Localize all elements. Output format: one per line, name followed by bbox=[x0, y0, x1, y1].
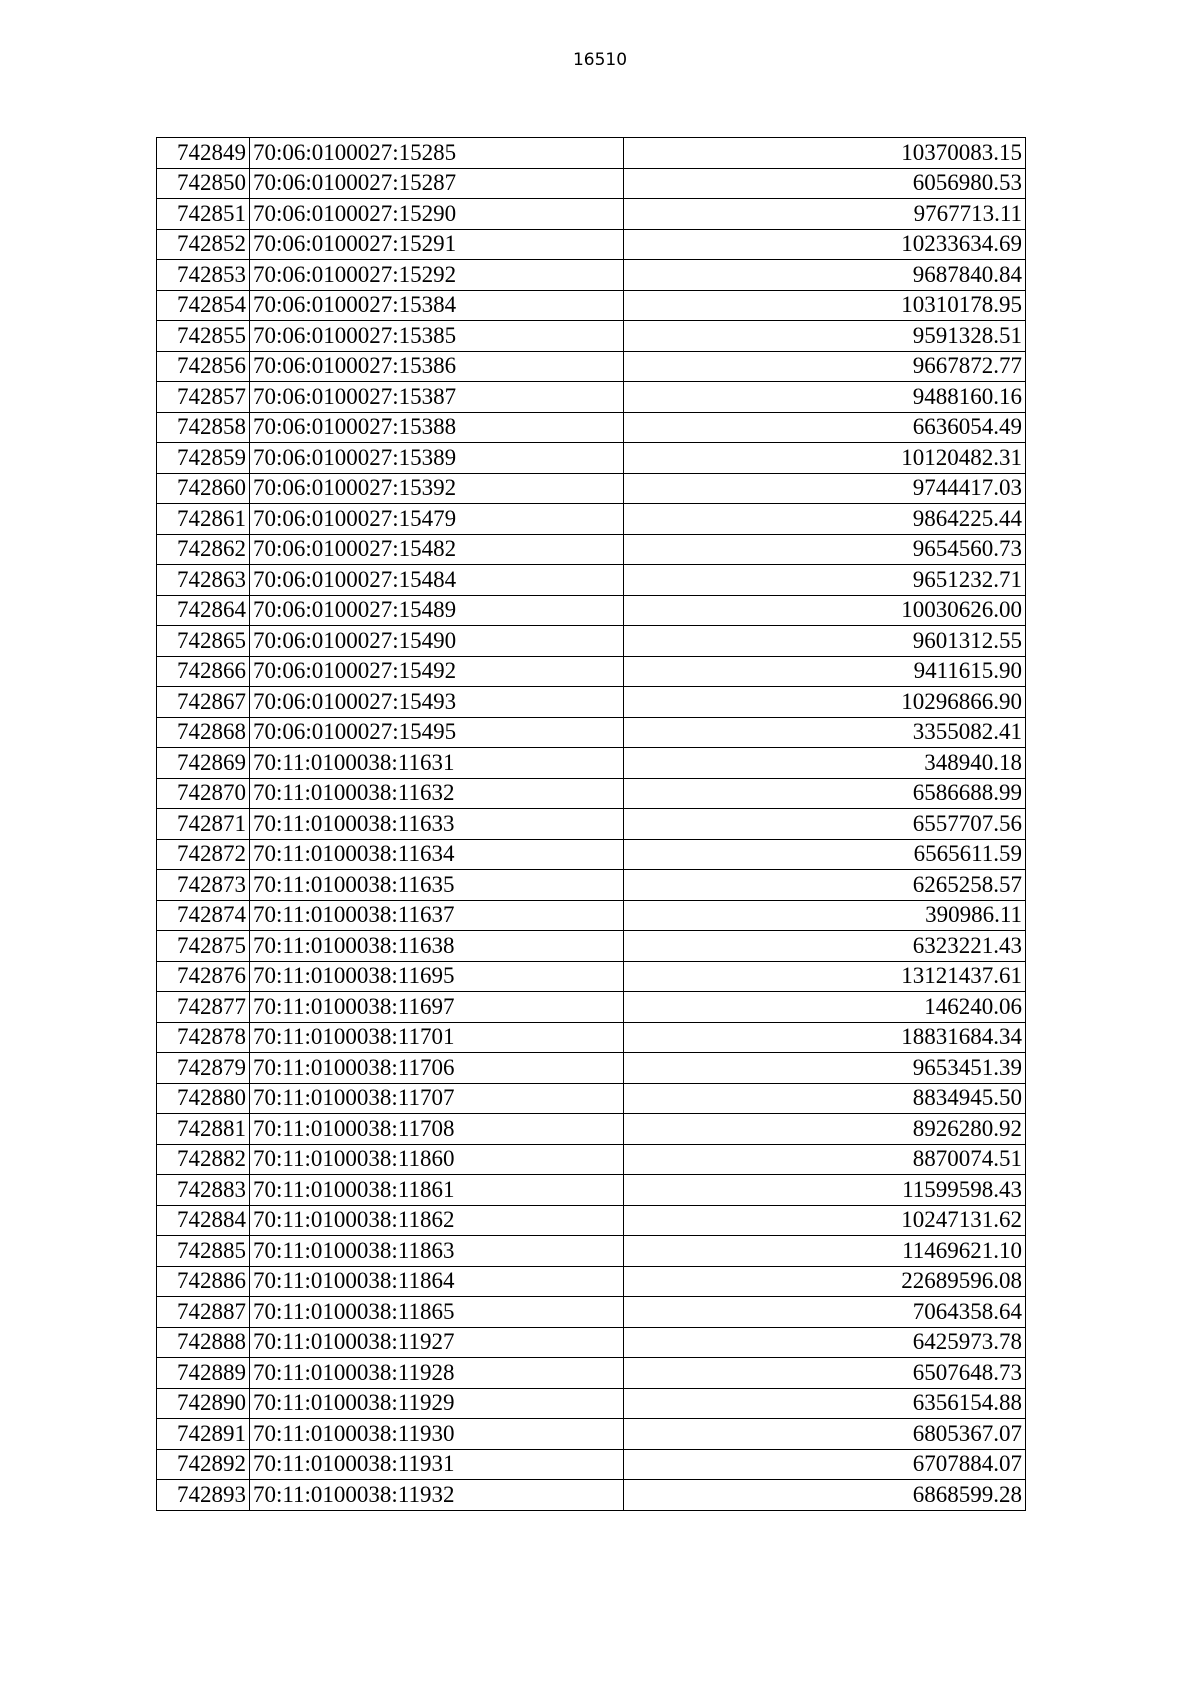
cadastral-number-cell: 70:06:0100027:15384 bbox=[250, 290, 624, 321]
row-number-cell: 742872 bbox=[157, 839, 250, 870]
table-row bbox=[157, 900, 1026, 931]
row-number-cell: 742883 bbox=[157, 1175, 250, 1206]
value-cell: 348940.18 bbox=[624, 748, 1026, 779]
row-number-cell: 742861 bbox=[157, 504, 250, 535]
table-row bbox=[157, 290, 1026, 321]
cadastral-number-cell: 70:11:0100038:11697 bbox=[250, 992, 624, 1023]
row-number-cell: 742867 bbox=[157, 687, 250, 718]
row-number-cell: 742853 bbox=[157, 260, 250, 291]
row-number-cell: 742864 bbox=[157, 595, 250, 626]
row-number-cell: 742871 bbox=[157, 809, 250, 840]
row-number-cell: 742887 bbox=[157, 1297, 250, 1328]
table-row bbox=[157, 809, 1026, 840]
value-cell: 9687840.84 bbox=[624, 260, 1026, 291]
table-row bbox=[157, 229, 1026, 260]
table-row bbox=[157, 1022, 1026, 1053]
value-cell: 6707884.07 bbox=[624, 1449, 1026, 1480]
table-row bbox=[157, 1053, 1026, 1084]
table-row bbox=[157, 504, 1026, 535]
value-cell: 11599598.43 bbox=[624, 1175, 1026, 1206]
cadastral-number-cell: 70:11:0100038:11928 bbox=[250, 1358, 624, 1389]
table-row bbox=[157, 321, 1026, 352]
row-number-cell: 742885 bbox=[157, 1236, 250, 1267]
row-number-cell: 742892 bbox=[157, 1449, 250, 1480]
value-cell: 6507648.73 bbox=[624, 1358, 1026, 1389]
value-cell: 10233634.69 bbox=[624, 229, 1026, 260]
cadastral-number-cell: 70:06:0100027:15495 bbox=[250, 717, 624, 748]
row-number-cell: 742858 bbox=[157, 412, 250, 443]
cadastral-number-cell: 70:11:0100038:11863 bbox=[250, 1236, 624, 1267]
cadastral-number-cell: 70:11:0100038:11860 bbox=[250, 1144, 624, 1175]
cadastral-number-cell: 70:06:0100027:15490 bbox=[250, 626, 624, 657]
row-number-cell: 742890 bbox=[157, 1388, 250, 1419]
value-cell: 10296866.90 bbox=[624, 687, 1026, 718]
table-row bbox=[157, 1266, 1026, 1297]
value-cell: 9744417.03 bbox=[624, 473, 1026, 504]
row-number-cell: 742855 bbox=[157, 321, 250, 352]
value-cell: 6323221.43 bbox=[624, 931, 1026, 962]
table-row bbox=[157, 382, 1026, 413]
cadastral-number-cell: 70:11:0100038:11634 bbox=[250, 839, 624, 870]
table-row bbox=[157, 1144, 1026, 1175]
cadastral-number-cell: 70:11:0100038:11865 bbox=[250, 1297, 624, 1328]
table-row bbox=[157, 1297, 1026, 1328]
cadastral-number-cell: 70:11:0100038:11706 bbox=[250, 1053, 624, 1084]
value-cell: 8926280.92 bbox=[624, 1114, 1026, 1145]
cadastral-number-cell: 70:11:0100038:11695 bbox=[250, 961, 624, 992]
row-number-cell: 742877 bbox=[157, 992, 250, 1023]
value-cell: 10370083.15 bbox=[624, 138, 1026, 169]
value-cell: 6636054.49 bbox=[624, 412, 1026, 443]
value-cell: 9767713.11 bbox=[624, 199, 1026, 230]
table-row bbox=[157, 168, 1026, 199]
table-row bbox=[157, 199, 1026, 230]
row-number-cell: 742881 bbox=[157, 1114, 250, 1145]
cadastral-number-cell: 70:11:0100038:11862 bbox=[250, 1205, 624, 1236]
table-row bbox=[157, 1114, 1026, 1145]
data-table bbox=[156, 137, 1026, 1511]
value-cell: 6356154.88 bbox=[624, 1388, 1026, 1419]
table-row bbox=[157, 931, 1026, 962]
row-number-cell: 742851 bbox=[157, 199, 250, 230]
cadastral-number-cell: 70:11:0100038:11927 bbox=[250, 1327, 624, 1358]
value-cell: 9411615.90 bbox=[624, 656, 1026, 687]
row-number-cell: 742862 bbox=[157, 534, 250, 565]
value-cell: 8834945.50 bbox=[624, 1083, 1026, 1114]
cadastral-number-cell: 70:06:0100027:15285 bbox=[250, 138, 624, 169]
value-cell: 9488160.16 bbox=[624, 382, 1026, 413]
cadastral-number-cell: 70:06:0100027:15392 bbox=[250, 473, 624, 504]
cadastral-number-cell: 70:11:0100038:11638 bbox=[250, 931, 624, 962]
table-row bbox=[157, 595, 1026, 626]
table-row bbox=[157, 1419, 1026, 1450]
cadastral-number-cell: 70:06:0100027:15484 bbox=[250, 565, 624, 596]
table-row bbox=[157, 717, 1026, 748]
row-number-cell: 742882 bbox=[157, 1144, 250, 1175]
row-number-cell: 742878 bbox=[157, 1022, 250, 1053]
value-cell: 9651232.71 bbox=[624, 565, 1026, 596]
cadastral-number-cell: 70:11:0100038:11932 bbox=[250, 1480, 624, 1511]
row-number-cell: 742875 bbox=[157, 931, 250, 962]
value-cell: 8870074.51 bbox=[624, 1144, 1026, 1175]
cadastral-number-cell: 70:11:0100038:11929 bbox=[250, 1388, 624, 1419]
table-row bbox=[157, 656, 1026, 687]
row-number-cell: 742893 bbox=[157, 1480, 250, 1511]
cadastral-number-cell: 70:06:0100027:15385 bbox=[250, 321, 624, 352]
table-row bbox=[157, 351, 1026, 382]
value-cell: 22689596.08 bbox=[624, 1266, 1026, 1297]
value-cell: 18831684.34 bbox=[624, 1022, 1026, 1053]
value-cell: 9591328.51 bbox=[624, 321, 1026, 352]
cadastral-number-cell: 70:06:0100027:15287 bbox=[250, 168, 624, 199]
value-cell: 3355082.41 bbox=[624, 717, 1026, 748]
value-cell: 390986.11 bbox=[624, 900, 1026, 931]
cadastral-number-cell: 70:11:0100038:11864 bbox=[250, 1266, 624, 1297]
value-cell: 9653451.39 bbox=[624, 1053, 1026, 1084]
cadastral-number-cell: 70:06:0100027:15387 bbox=[250, 382, 624, 413]
value-cell: 9667872.77 bbox=[624, 351, 1026, 382]
table-row bbox=[157, 839, 1026, 870]
cadastral-number-cell: 70:06:0100027:15492 bbox=[250, 656, 624, 687]
table-row bbox=[157, 1236, 1026, 1267]
row-number-cell: 742868 bbox=[157, 717, 250, 748]
row-number-cell: 742850 bbox=[157, 168, 250, 199]
row-number-cell: 742884 bbox=[157, 1205, 250, 1236]
table-row bbox=[157, 443, 1026, 474]
row-number-cell: 742866 bbox=[157, 656, 250, 687]
table-body bbox=[157, 138, 1026, 1511]
table-row bbox=[157, 992, 1026, 1023]
row-number-cell: 742869 bbox=[157, 748, 250, 779]
row-number-cell: 742865 bbox=[157, 626, 250, 657]
cadastral-number-cell: 70:11:0100038:11631 bbox=[250, 748, 624, 779]
value-cell: 9654560.73 bbox=[624, 534, 1026, 565]
table-row bbox=[157, 870, 1026, 901]
value-cell: 6805367.07 bbox=[624, 1419, 1026, 1450]
table-row bbox=[157, 138, 1026, 169]
cadastral-number-cell: 70:11:0100038:11861 bbox=[250, 1175, 624, 1206]
cadastral-number-cell: 70:11:0100038:11635 bbox=[250, 870, 624, 901]
row-number-cell: 742857 bbox=[157, 382, 250, 413]
row-number-cell: 742863 bbox=[157, 565, 250, 596]
row-number-cell: 742874 bbox=[157, 900, 250, 931]
row-number-cell: 742879 bbox=[157, 1053, 250, 1084]
cadastral-number-cell: 70:06:0100027:15482 bbox=[250, 534, 624, 565]
cadastral-number-cell: 70:11:0100038:11930 bbox=[250, 1419, 624, 1450]
value-cell: 6586688.99 bbox=[624, 778, 1026, 809]
row-number-cell: 742849 bbox=[157, 138, 250, 169]
value-cell: 6056980.53 bbox=[624, 168, 1026, 199]
table-row bbox=[157, 534, 1026, 565]
value-cell: 7064358.64 bbox=[624, 1297, 1026, 1328]
row-number-cell: 742854 bbox=[157, 290, 250, 321]
cadastral-number-cell: 70:06:0100027:15489 bbox=[250, 595, 624, 626]
cadastral-number-cell: 70:06:0100027:15493 bbox=[250, 687, 624, 718]
table-row bbox=[157, 961, 1026, 992]
row-number-cell: 742859 bbox=[157, 443, 250, 474]
table-row bbox=[157, 1327, 1026, 1358]
cadastral-number-cell: 70:11:0100038:11708 bbox=[250, 1114, 624, 1145]
row-number-cell: 742870 bbox=[157, 778, 250, 809]
row-number-cell: 742856 bbox=[157, 351, 250, 382]
value-cell: 6557707.56 bbox=[624, 809, 1026, 840]
cadastral-number-cell: 70:11:0100038:11701 bbox=[250, 1022, 624, 1053]
value-cell: 11469621.10 bbox=[624, 1236, 1026, 1267]
value-cell: 10310178.95 bbox=[624, 290, 1026, 321]
cadastral-number-cell: 70:11:0100038:11633 bbox=[250, 809, 624, 840]
value-cell: 146240.06 bbox=[624, 992, 1026, 1023]
table-row bbox=[157, 1083, 1026, 1114]
table-row bbox=[157, 687, 1026, 718]
cadastral-number-cell: 70:06:0100027:15290 bbox=[250, 199, 624, 230]
row-number-cell: 742886 bbox=[157, 1266, 250, 1297]
value-cell: 6868599.28 bbox=[624, 1480, 1026, 1511]
table-row bbox=[157, 748, 1026, 779]
value-cell: 10247131.62 bbox=[624, 1205, 1026, 1236]
cadastral-number-cell: 70:11:0100038:11632 bbox=[250, 778, 624, 809]
cadastral-number-cell: 70:06:0100027:15386 bbox=[250, 351, 624, 382]
cadastral-number-cell: 70:06:0100027:15389 bbox=[250, 443, 624, 474]
cadastral-number-cell: 70:06:0100027:15388 bbox=[250, 412, 624, 443]
value-cell: 10120482.31 bbox=[624, 443, 1026, 474]
row-number-cell: 742891 bbox=[157, 1419, 250, 1450]
table-row bbox=[157, 1358, 1026, 1389]
table-row bbox=[157, 565, 1026, 596]
table-row bbox=[157, 260, 1026, 291]
cadastral-number-cell: 70:06:0100027:15291 bbox=[250, 229, 624, 260]
table-row bbox=[157, 1388, 1026, 1419]
value-cell: 6565611.59 bbox=[624, 839, 1026, 870]
table-row bbox=[157, 1480, 1026, 1511]
row-number-cell: 742860 bbox=[157, 473, 250, 504]
cadastral-number-cell: 70:06:0100027:15479 bbox=[250, 504, 624, 535]
cadastral-number-cell: 70:06:0100027:15292 bbox=[250, 260, 624, 291]
value-cell: 10030626.00 bbox=[624, 595, 1026, 626]
table-row bbox=[157, 778, 1026, 809]
table-row bbox=[157, 1449, 1026, 1480]
row-number-cell: 742888 bbox=[157, 1327, 250, 1358]
value-cell: 13121437.61 bbox=[624, 961, 1026, 992]
table-row bbox=[157, 626, 1026, 657]
table-row bbox=[157, 412, 1026, 443]
value-cell: 6265258.57 bbox=[624, 870, 1026, 901]
row-number-cell: 742852 bbox=[157, 229, 250, 260]
row-number-cell: 742873 bbox=[157, 870, 250, 901]
page-number: 16510 bbox=[572, 50, 628, 70]
value-cell: 9601312.55 bbox=[624, 626, 1026, 657]
value-cell: 6425973.78 bbox=[624, 1327, 1026, 1358]
cadastral-number-cell: 70:11:0100038:11707 bbox=[250, 1083, 624, 1114]
row-number-cell: 742880 bbox=[157, 1083, 250, 1114]
row-number-cell: 742889 bbox=[157, 1358, 250, 1389]
row-number-cell: 742876 bbox=[157, 961, 250, 992]
table-row bbox=[157, 1175, 1026, 1206]
cadastral-number-cell: 70:11:0100038:11637 bbox=[250, 900, 624, 931]
table-row bbox=[157, 473, 1026, 504]
cadastral-number-cell: 70:11:0100038:11931 bbox=[250, 1449, 624, 1480]
value-cell: 9864225.44 bbox=[624, 504, 1026, 535]
table-row bbox=[157, 1205, 1026, 1236]
